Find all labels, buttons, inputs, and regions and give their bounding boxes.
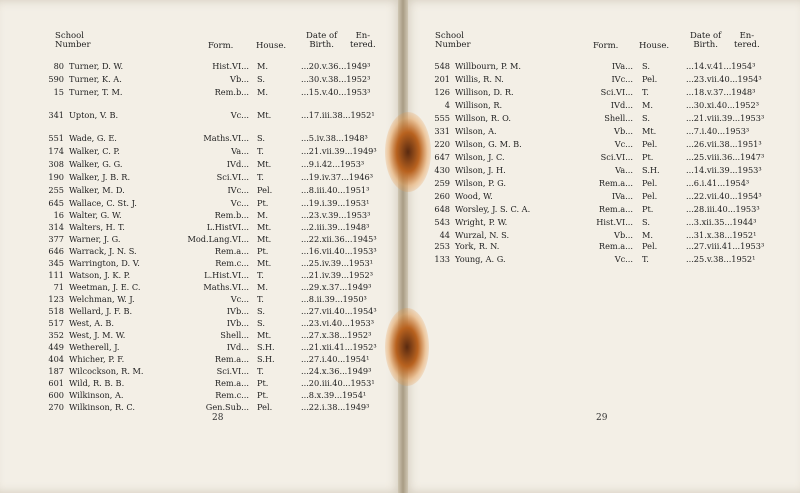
birth-and-entry: ...15.v.40...1953³ <box>301 87 371 97</box>
school-number: 253 <box>434 241 450 251</box>
school-number: 308 <box>48 159 64 169</box>
house: Pt. <box>257 246 269 256</box>
form: Shell... <box>220 330 249 340</box>
form: Vc... <box>230 198 249 208</box>
register-row <box>403 217 800 230</box>
form: Sci.VI... <box>216 366 249 376</box>
register-row <box>0 159 403 172</box>
birth-and-entry: ...8.x.39...1954¹ <box>301 390 367 400</box>
register-row <box>0 172 403 185</box>
form: Shell... <box>604 113 633 123</box>
house: Pel. <box>257 185 273 195</box>
house: S. <box>642 113 650 123</box>
form: Sci.VI... <box>216 172 249 182</box>
school-number: 543 <box>434 217 450 227</box>
pupil-name: Wilson, P. G. <box>455 178 507 188</box>
house: Pel. <box>642 139 658 149</box>
birth-and-entry: ...22.i.38...1949³ <box>301 402 370 412</box>
register-row <box>0 61 403 74</box>
school-number: 449 <box>48 342 64 352</box>
birth-and-entry: ...23.v.39...1953³ <box>301 210 371 220</box>
birth-and-entry: ...21.viii.39...1953³ <box>686 113 765 123</box>
school-number: 551 <box>48 133 64 143</box>
form: IVc... <box>611 74 633 84</box>
form: Vc... <box>230 294 249 304</box>
birth-and-entry: ...18.v.37...1948³ <box>686 87 756 97</box>
form: Mod.Lang.VI... <box>187 234 249 244</box>
form: Rem.a... <box>214 354 249 364</box>
form: Maths.VI... <box>203 282 249 292</box>
birth-and-entry: ...25.iv.39...1953¹ <box>301 258 374 268</box>
form: Vb... <box>614 126 633 136</box>
house: Mt. <box>257 234 272 244</box>
school-number: 314 <box>48 222 64 232</box>
house: Pel. <box>642 74 658 84</box>
birth-and-entry: ...16.vii.40...1953³ <box>301 246 377 256</box>
form: Rem.a... <box>214 246 249 256</box>
header-date-of-birth <box>690 32 721 50</box>
pupil-name: Walker, C. P. <box>69 146 120 156</box>
birth-and-entry: ...24.x.36...1949³ <box>301 366 372 376</box>
house: Mt. <box>257 159 272 169</box>
pupil-name: Wilson, A. <box>455 126 497 136</box>
header-school-number <box>435 32 471 50</box>
school-number: 600 <box>48 390 64 400</box>
register-row <box>403 139 800 152</box>
house: Pt. <box>257 378 269 388</box>
form: IVd... <box>226 342 249 352</box>
birth-and-entry: ...6.i.41...1954³ <box>686 178 750 188</box>
header-house: House. <box>639 41 670 51</box>
burn-mark-lower <box>385 308 429 386</box>
form: Rem.c... <box>215 258 249 268</box>
school-number: 190 <box>48 172 64 182</box>
house: M. <box>257 282 268 292</box>
register-row <box>403 191 800 204</box>
register-row <box>403 87 800 100</box>
right-page <box>403 0 800 493</box>
header-dob-line2: Birth. <box>693 40 718 50</box>
house: T. <box>642 254 649 264</box>
form: Rem.b... <box>214 87 249 97</box>
birth-and-entry: ...20.v.36...1949³ <box>301 61 371 71</box>
school-number: 517 <box>48 318 64 328</box>
house: T. <box>257 172 264 182</box>
header-dob-line1: Date of <box>306 31 338 41</box>
birth-and-entry: ...21.iv.39...1952³ <box>301 270 374 280</box>
register-row <box>403 126 800 139</box>
school-number: 80 <box>53 61 64 71</box>
pupil-name: Wilson, J. H. <box>455 165 506 175</box>
register-row <box>403 61 800 74</box>
school-number: 430 <box>434 165 450 175</box>
header-dob-line2: Birth. <box>309 40 334 50</box>
form: Sci.VI... <box>600 87 633 97</box>
birth-and-entry: ...2.iii.39...1948³ <box>301 222 370 232</box>
form: Rem.b... <box>214 210 249 220</box>
form: Vc... <box>614 254 633 264</box>
birth-and-entry: ...30.xi.40...1952³ <box>686 100 760 110</box>
school-number: 255 <box>48 185 64 195</box>
register-row <box>403 100 800 113</box>
school-number: 645 <box>48 198 64 208</box>
birth-and-entry: ...19.i.39...1953¹ <box>301 198 370 208</box>
pupil-name: Wellard, J. F. B. <box>69 306 133 316</box>
birth-and-entry: ...8.iii.40...1951³ <box>301 185 370 195</box>
house: M. <box>642 100 653 110</box>
form: IVd... <box>226 159 249 169</box>
pupil-name: Walker, J. B. R. <box>69 172 131 182</box>
birth-and-entry: ...7.i.40...1953³ <box>686 126 750 136</box>
house: T. <box>257 366 264 376</box>
birth-and-entry: ...27.i.40...1954¹ <box>301 354 370 364</box>
burn-mark-upper <box>385 112 431 192</box>
register-row <box>0 133 403 146</box>
birth-and-entry: ...8.ii.39...1950³ <box>301 294 367 304</box>
page-number-right: 29 <box>596 413 608 423</box>
birth-and-entry: ...3.xii.35...1944³ <box>686 217 757 227</box>
register-row <box>403 178 800 191</box>
school-number: 345 <box>48 258 64 268</box>
pupil-name: Wilkinson, R. C. <box>69 402 135 412</box>
birth-and-entry: ...14.vii.39...1953³ <box>686 165 762 175</box>
pupil-name: Wilcockson, R. M. <box>69 366 144 376</box>
house: S.H. <box>642 165 660 175</box>
school-number: 377 <box>48 234 64 244</box>
house: Pel. <box>642 178 658 188</box>
page-number-left: 28 <box>212 413 224 423</box>
pupil-name: Wilson, G. M. B. <box>455 139 522 149</box>
birth-and-entry: ...25.viii.36...1947³ <box>686 152 765 162</box>
register-row <box>0 402 403 415</box>
pupil-name: Upton, V. B. <box>69 110 119 120</box>
house: Pt. <box>257 198 269 208</box>
house: M. <box>257 210 268 220</box>
register-row <box>403 204 800 217</box>
birth-and-entry: ...20.iii.40...1953¹ <box>301 378 375 388</box>
pupil-name: Willison, R. <box>455 100 503 110</box>
school-number: 123 <box>48 294 64 304</box>
house: M. <box>257 87 268 97</box>
birth-and-entry: ...25.v.38...1952¹ <box>686 254 756 264</box>
form: Gen.Sub... <box>205 402 249 412</box>
house: S. <box>257 133 265 143</box>
house: S. <box>257 318 265 328</box>
pupil-name: Young, A. G. <box>455 254 506 264</box>
pupil-name: Warrack, J. N. S. <box>69 246 137 256</box>
register-row <box>403 241 800 254</box>
form: Maths.VI... <box>203 133 249 143</box>
header-house: House. <box>256 41 287 51</box>
register-row <box>403 152 800 165</box>
pupil-name: Wright, P. W. <box>455 217 508 227</box>
school-number: 648 <box>434 204 450 214</box>
school-number: 259 <box>434 178 450 188</box>
pupil-name: Willbourn, P. M. <box>455 61 522 71</box>
form: Vc... <box>230 110 249 120</box>
pupil-name: Walker, G. G. <box>69 159 123 169</box>
school-number: 16 <box>53 210 64 220</box>
birth-and-entry: ...21.xii.41...1952³ <box>301 342 377 352</box>
school-number: 187 <box>48 366 64 376</box>
pupil-name: West, J. M. W. <box>69 330 126 340</box>
school-number: 71 <box>53 282 64 292</box>
book-gutter <box>398 0 408 493</box>
pupil-name: Turner, D. W. <box>69 61 124 71</box>
form: IVb... <box>226 318 249 328</box>
house: S. <box>642 217 650 227</box>
header-school-number-line2: Number <box>55 40 91 50</box>
house: S. <box>257 74 265 84</box>
birth-and-entry: ...23.vi.40...1953³ <box>301 318 375 328</box>
header-entered-line2: tered. <box>350 40 376 50</box>
form: IVb... <box>226 306 249 316</box>
form: L.Hist.VI... <box>204 270 249 280</box>
form: IVc... <box>227 185 249 195</box>
school-number: 270 <box>48 402 64 412</box>
school-number: 174 <box>48 146 64 156</box>
house: S. <box>257 306 265 316</box>
pupil-name: Willson, R. O. <box>455 113 511 123</box>
birth-and-entry: ...19.iv.37...1946³ <box>301 172 374 182</box>
header-school-number-line1: School <box>55 31 85 41</box>
house: M. <box>642 230 653 240</box>
birth-and-entry: ...22.vii.40...1954³ <box>686 191 762 201</box>
pupil-name: Wilkinson, A. <box>69 390 124 400</box>
house: M. <box>257 61 268 71</box>
birth-and-entry: ...26.vii.38...1951³ <box>686 139 762 149</box>
house: Mt. <box>257 258 272 268</box>
header-entered-line2: tered. <box>734 40 760 50</box>
form: IVa... <box>611 191 633 201</box>
birth-and-entry: ...30.v.38...1952³ <box>301 74 371 84</box>
register-row <box>403 165 800 178</box>
school-number: 548 <box>434 61 450 71</box>
form: Hist.VI... <box>212 61 249 71</box>
pupil-name: Wallace, C. St. J. <box>69 198 137 208</box>
form: L.HistVI... <box>206 222 249 232</box>
school-number: 352 <box>48 330 64 340</box>
pupil-name: Wilson, J. C. <box>455 152 505 162</box>
header-school-number-line2: Number <box>435 40 471 50</box>
house: T. <box>257 270 264 280</box>
header-school-number <box>55 32 91 50</box>
school-number: 260 <box>434 191 450 201</box>
school-number: 404 <box>48 354 64 364</box>
register-row <box>0 110 403 123</box>
pupil-name: Wood, W. <box>455 191 493 201</box>
school-number: 111 <box>48 270 64 280</box>
house: Mt. <box>642 126 657 136</box>
pupil-name: Willison, D. R. <box>455 87 514 97</box>
birth-and-entry: ...29.x.37...1949³ <box>301 282 372 292</box>
form: Vb... <box>230 74 249 84</box>
pupil-name: Walter, G. W. <box>69 210 122 220</box>
house: Pel. <box>642 241 658 251</box>
register-row <box>0 87 403 100</box>
house: S.H. <box>257 342 275 352</box>
form: Sci.VI... <box>600 152 633 162</box>
header-form: Form. <box>208 41 234 51</box>
header-school-number-line1: School <box>435 31 465 41</box>
school-number: 201 <box>434 74 450 84</box>
birth-and-entry: ...23.vii.40...1954³ <box>686 74 762 84</box>
header-entered <box>350 32 376 50</box>
house: Pt. <box>642 204 654 214</box>
school-number: 44 <box>439 230 450 240</box>
birth-and-entry: ...17.iii.38...1952¹ <box>301 110 375 120</box>
school-number: 647 <box>434 152 450 162</box>
pupil-name: Wild, R. B. B. <box>69 378 125 388</box>
house: T. <box>257 146 264 156</box>
house: Pel. <box>257 402 273 412</box>
pupil-name: Whicher, P. F. <box>69 354 125 364</box>
house: Mt. <box>257 222 272 232</box>
school-number: 15 <box>53 87 64 97</box>
birth-and-entry: ...22.xii.36...1945³ <box>301 234 377 244</box>
school-number: 220 <box>434 139 450 149</box>
form: Va... <box>615 165 633 175</box>
form: Rem.a... <box>598 178 633 188</box>
pupil-name: Turner, K. A. <box>69 74 122 84</box>
house: Pt. <box>257 390 269 400</box>
register-row <box>403 113 800 126</box>
form: Rem.a... <box>598 204 633 214</box>
pupil-name: Wade, G. E. <box>69 133 117 143</box>
school-number: 518 <box>48 306 64 316</box>
pupil-name: Welchman, W. J. <box>69 294 135 304</box>
pupil-name: York, R. N. <box>455 241 500 251</box>
form: Rem.a... <box>598 241 633 251</box>
pupil-name: Wurzal, N. S. <box>455 230 510 240</box>
school-number: 331 <box>434 126 450 136</box>
pupil-name: Walters, H. T. <box>69 222 125 232</box>
register-row <box>0 146 403 159</box>
pupil-name: Warner, J. G. <box>69 234 121 244</box>
register-row <box>403 254 800 267</box>
form: Va... <box>231 146 249 156</box>
school-number: 4 <box>444 100 450 110</box>
form: IVa... <box>611 61 633 71</box>
header-dob-line1: Date of <box>690 31 722 41</box>
birth-and-entry: ...9.i.42...1953³ <box>301 159 365 169</box>
header-entered-line1: En- <box>355 31 371 41</box>
school-number: 646 <box>48 246 64 256</box>
school-number: 555 <box>434 113 450 123</box>
header-date-of-birth <box>306 32 337 50</box>
house: S.H. <box>257 354 275 364</box>
school-number: 590 <box>48 74 64 84</box>
form: Rem.a... <box>214 378 249 388</box>
house: T. <box>257 294 264 304</box>
form: IVd... <box>610 100 633 110</box>
school-number: 126 <box>434 87 450 97</box>
pupil-name: Weetman, J. E. C. <box>69 282 141 292</box>
pupil-name: Willis, R. N. <box>455 74 504 84</box>
pupil-name: Walker, M. D. <box>69 185 125 195</box>
birth-and-entry: ...28.iii.40...1953³ <box>686 204 760 214</box>
form: Hist.VI... <box>596 217 633 227</box>
birth-and-entry: ...5.iv.38...1948³ <box>301 133 368 143</box>
school-number: 133 <box>434 254 450 264</box>
house: Mt. <box>257 330 272 340</box>
house: T. <box>642 87 649 97</box>
pupil-name: West, A. B. <box>69 318 115 328</box>
header-form: Form. <box>593 41 619 51</box>
register-row <box>0 74 403 87</box>
house: Pel. <box>642 191 658 201</box>
school-number: 601 <box>48 378 64 388</box>
register-row <box>403 74 800 87</box>
form: Vc... <box>614 139 633 149</box>
house: S. <box>642 61 650 71</box>
form: Rem.c... <box>215 390 249 400</box>
birth-and-entry: ...21.vii.39...1949³ <box>301 146 377 156</box>
header-entered-line1: En- <box>739 31 755 41</box>
house: Pt. <box>642 152 654 162</box>
pupil-name: Warrington, D. V. <box>69 258 140 268</box>
pupil-name: Worsley, J. S. C. A. <box>455 204 531 214</box>
house: Mt. <box>257 110 272 120</box>
pupil-name: Watson, J. K. P. <box>69 270 131 280</box>
birth-and-entry: ...31.x.38...1952¹ <box>686 230 757 240</box>
school-number: 341 <box>48 110 64 120</box>
form: Vb... <box>614 230 633 240</box>
register-row <box>0 185 403 198</box>
pupil-name: Turner, T. M. <box>69 87 123 97</box>
header-entered <box>734 32 760 50</box>
birth-and-entry: ...14.v.41...1954³ <box>686 61 756 71</box>
birth-and-entry: ...27.vii.40...1954³ <box>301 306 377 316</box>
pupil-name: Wetherell, J. <box>69 342 120 352</box>
birth-and-entry: ...27.viii.41...1953³ <box>686 241 765 251</box>
birth-and-entry: ...27.x.38...1952³ <box>301 330 372 340</box>
